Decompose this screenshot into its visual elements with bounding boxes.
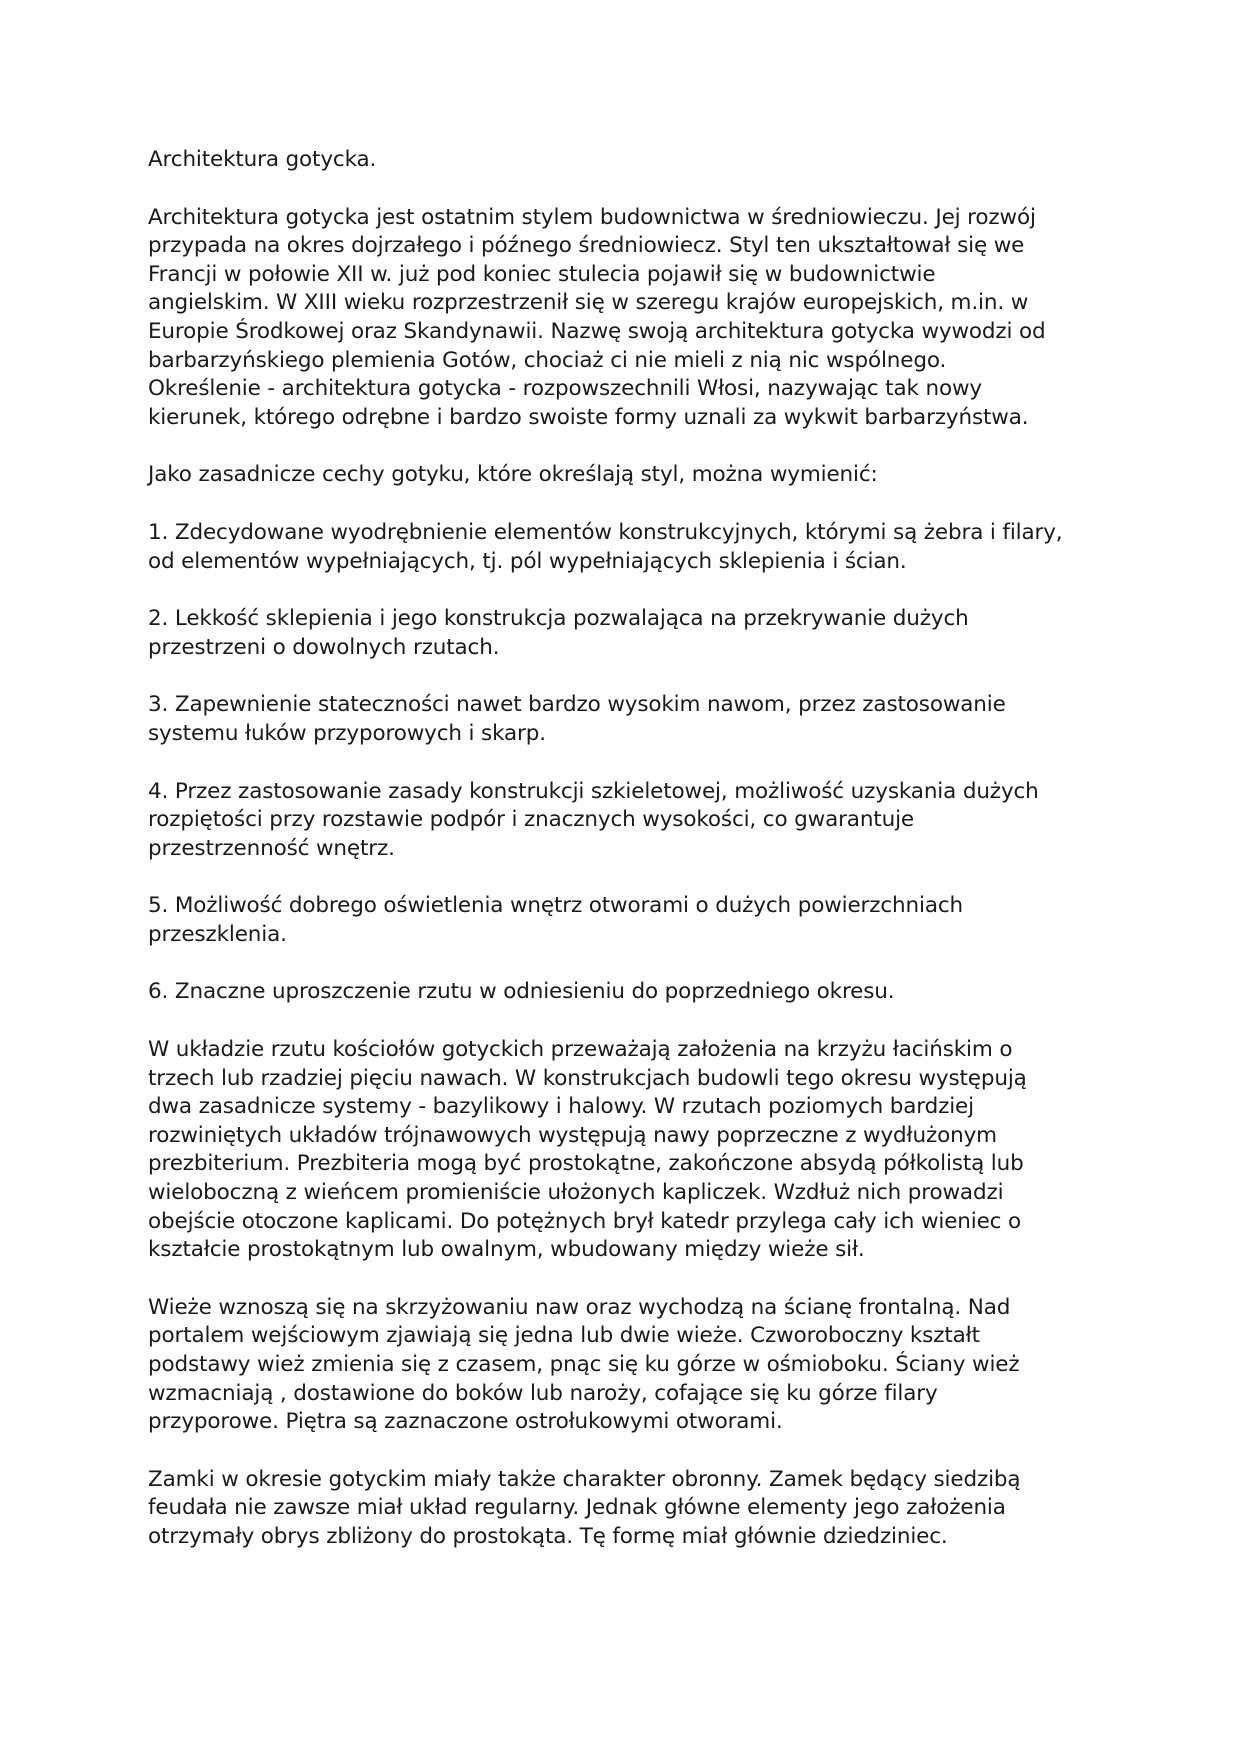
feature-item-1: 1. Zdecydowane wyodrębnienie elementów konstrukcyjnych, którymi są żebra i filary, od elementów wypełniających, tj. pól wypełniających sklepienia i ścian.	[148, 519, 1063, 574]
paragraph-intro: Architektura gotycka jest ostatnim stylem budownictwa w średniowieczu. Jej rozwój przypada na okres dojrzałego i późnego średniowiecz. Styl ten ukształtował się we Francji w połowie XII w. już pod koniec stulecia pojawił się w budownictwie angielskim. W XIII wieku rozprzestrzenił się w szeregu krajów europejskich, m.in. w Europie Środkowej oraz Skandynawii. Nazwę swoją architektura gotycka wywodzi od barbarzyńskiego plemienia Gotów, chociaż ci nie mieli z nią nic wspólnego. Określenie - architektura gotycka - rozpowszechnili Włosi, nazywając tak nowy kierunek, którego odrębne i bardzo swoiste formy uznali za wykwit barbarzyństwa.	[148, 204, 1046, 430]
feature-item-6: 6. Znaczne uproszczenie rzutu w odniesieniu do poprzedniego okresu.	[148, 979, 895, 1005]
paragraph-church-plans: W układzie rzutu kościołów gotyckich przeważają założenia na krzyżu łacińskim o trzech lub rzadziej pięciu nawach. W konstrukcjach budowli tego okresu występują dwa zasadnicze systemy - bazylikowy i halowy. W rzutach poziomych bardziej rozwiniętych układów trójnawowych występują nawy poprzeczne z wydłużonym prezbiterium. Prezbiteria mogą być prostokątne, zakończone absydą półkolistą lub wieloboczną z wieńcem promieniście ułożonych kapliczek. Wzdłuż nich prowadzi obejście otoczone kaplicami. Do potężnych brył katedr przylega cały ich wieniec o kształcie prostokątnym lub owalnym, wbudowany między wieże sił.	[148, 1037, 1027, 1263]
document-title: Architektura gotycka.	[148, 147, 377, 172]
paragraph-castles: Zamki w okresie gotyckim miały także charakter obronny. Zamek będący siedzibą feudała nie zawsze miał układ regularny. Jednak główne elementy jego założenia otrzymały obrys zbliżony do prostokąta. Tę formę miał głównie dziedziniec.	[148, 1466, 1021, 1549]
document-body	[148, 146, 1098, 1552]
feature-item-3: 3. Zapewnienie stateczności nawet bardzo wysokim nawom, przez zastosowanie systemu łuków przyporowych i skarp.	[148, 692, 1006, 746]
paragraph-features-lead: Jako zasadnicze cechy gotyku, które określają styl, można wymienić:	[148, 462, 878, 488]
feature-item-2: 2. Lekkość sklepienia i jego konstrukcja pozwalająca na przekrywanie dużych przestrzeni o dowolnych rzutach.	[148, 606, 969, 660]
paragraph-towers: Wieże wznoszą się na skrzyżowaniu naw oraz wychodzą na ścianę frontalną. Nad portalem wejściowym zjawiają się jedna lub dwie wieże. Czworoboczny kształt podstawy wież zmienia się z czasem, pnąc się ku górze w ośmioboku. Ściany wież wzmacniają , dostawione do boków lub naroży, cofające się ku górze filary przyporowe. Piętra są zaznaczone ostrołukowymi otworami.	[148, 1294, 1020, 1435]
feature-item-4: 4. Przez zastosowanie zasady konstrukcji szkieletowej, możliwość uzyskania dużych rozpiętości przy rozstawie podpór i znacznych wysokości, co gwarantuje przestrzenność wnętrz.	[148, 778, 1039, 861]
feature-item-5: 5. Możliwość dobrego oświetlenia wnętrz otworami o dużych powierzchniach przeszklenia.	[148, 893, 963, 947]
